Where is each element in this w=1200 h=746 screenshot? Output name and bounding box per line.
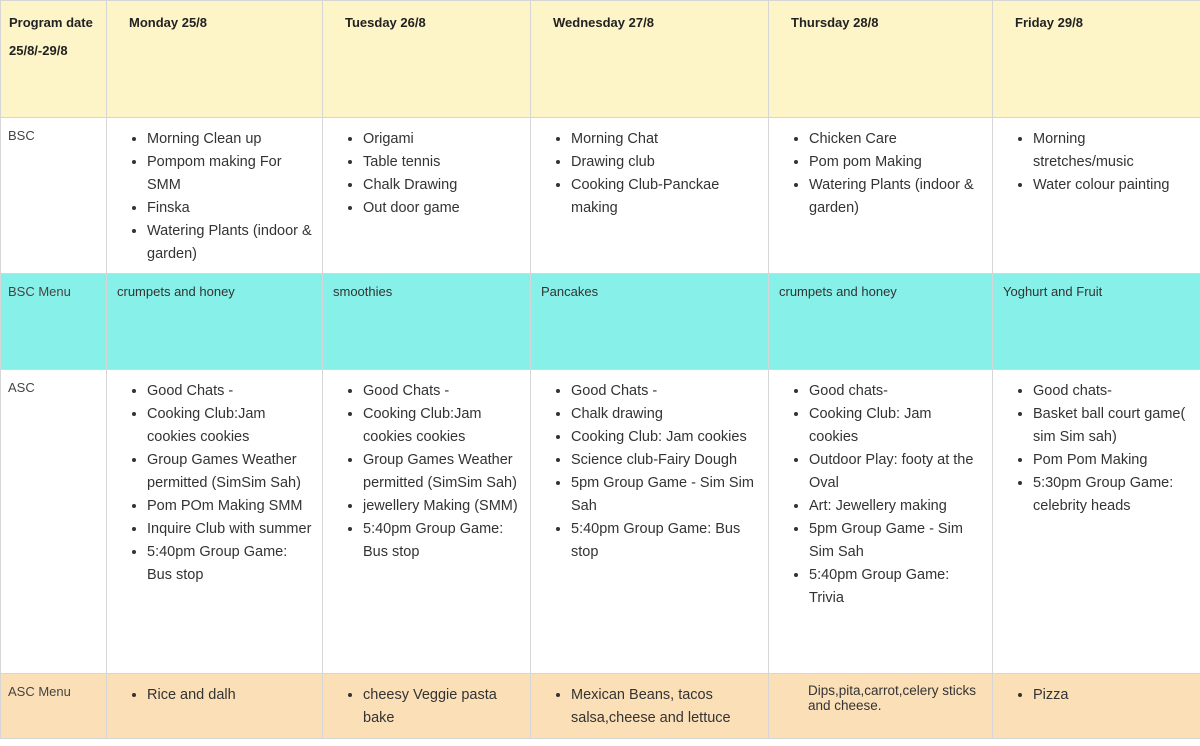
- activity-item: • Inquire Club with summer: [147, 518, 312, 541]
- activity-item: • Cooking Club-Panckae making: [571, 174, 758, 220]
- bsc-menu-monday: [107, 274, 323, 370]
- asc-menu-label-cell: [1, 674, 107, 739]
- activity-item: • Morning Chat: [571, 128, 758, 151]
- program-date-range: 25/8/-29/8: [9, 43, 68, 58]
- activity-item: • Good chats-: [1033, 380, 1190, 403]
- activity-item: • Basket ball court game( sim Sim sah): [1033, 403, 1190, 449]
- header-monday: [107, 1, 323, 118]
- activity-list: [993, 370, 1200, 518]
- activity-item: • Morning Clean up: [147, 128, 312, 151]
- asc-menu-thursday: [769, 674, 993, 739]
- activity-item: • 5pm Group Game - Sim Sim Sah: [571, 472, 758, 518]
- menu-item: • Mexican Beans, tacos salsa,cheese and lettuce: [571, 684, 758, 730]
- day-label: Friday 29/8: [1015, 15, 1083, 30]
- activity-item: • Origami: [363, 128, 520, 151]
- bsc-menu-label-cell: [1, 274, 107, 370]
- activity-list: [531, 118, 768, 220]
- asc-monday: [107, 370, 323, 674]
- activity-item: • 5:40pm Group Game: Bus stop: [571, 518, 758, 564]
- menu-item: • cheesy Veggie pasta bake: [363, 684, 520, 730]
- activity-item: • 5:40pm Group Game: Bus stop: [363, 518, 520, 564]
- activity-item: • Cooking Club: Jam cookies: [571, 426, 758, 449]
- header-friday: [993, 1, 1200, 118]
- activity-item: • Chicken Care: [809, 128, 982, 151]
- bsc-tuesday: [323, 118, 531, 274]
- activity-item: • Chalk drawing: [571, 403, 758, 426]
- header-tuesday: [323, 1, 531, 118]
- activity-item: • Chalk Drawing: [363, 174, 520, 197]
- activity-item: • Group Games Weather permitted (SimSim Sah): [363, 449, 520, 495]
- activity-list: [769, 118, 992, 220]
- activity-item: • Cooking Club:Jam cookies cookies: [363, 403, 520, 449]
- program-date-cell: [1, 1, 107, 118]
- day-label: Monday 25/8: [129, 15, 208, 30]
- asc-friday: [993, 370, 1200, 674]
- asc-label-cell: [1, 370, 107, 674]
- activity-item: • Good Chats -: [571, 380, 758, 403]
- bsc-label-cell: [1, 118, 107, 274]
- activity-item: • Table tennis: [363, 151, 520, 174]
- bsc-thursday: [769, 118, 993, 274]
- activity-item: • Out door game: [363, 197, 520, 220]
- activity-item: • Science club-Fairy Dough: [571, 449, 758, 472]
- bsc-wednesday: [531, 118, 769, 274]
- activity-item: • jewellery Making (SMM): [363, 495, 520, 518]
- activity-item: • Drawing club: [571, 151, 758, 174]
- day-label: Tuesday 26/8: [345, 15, 426, 30]
- menu-item: Dips,pita,carrot,celery sticks and cheese.: [808, 683, 977, 713]
- menu-item: Yoghurt and Fruit: [1003, 284, 1103, 299]
- menu-item: • Pizza: [1033, 684, 1190, 707]
- day-label: Wednesday 27/8: [553, 15, 654, 30]
- activity-item: • Water colour painting: [1033, 174, 1190, 197]
- bsc-row: [1, 118, 1200, 274]
- row-label: BSC Menu: [8, 284, 71, 299]
- menu-item: crumpets and honey: [117, 284, 235, 299]
- activity-list: [323, 118, 530, 220]
- activity-item: • Watering Plants (indoor & garden): [147, 220, 312, 266]
- activity-item: • 5:40pm Group Game: Trivia: [809, 564, 982, 610]
- menu-item: crumpets and honey: [779, 284, 897, 299]
- activity-list: [107, 370, 322, 587]
- activity-list: [993, 118, 1200, 197]
- activity-list: [323, 370, 530, 564]
- asc-wednesday: [531, 370, 769, 674]
- bsc-menu-friday: [993, 274, 1200, 370]
- day-label: Thursday 28/8: [791, 15, 879, 30]
- activity-list: [769, 370, 992, 610]
- activity-item: • Outdoor Play: footy at the Oval: [809, 449, 982, 495]
- header-row: [1, 1, 1200, 118]
- activity-item: • Good Chats -: [147, 380, 312, 403]
- activity-item: • Pompom making For SMM: [147, 151, 312, 197]
- asc-menu-friday: [993, 674, 1200, 739]
- activity-item: • Good chats-: [809, 380, 982, 403]
- activity-item: • Pom Pom Making: [1033, 449, 1190, 472]
- activity-item: • 5:30pm Group Game: celebrity heads: [1033, 472, 1190, 518]
- bsc-menu-tuesday: [323, 274, 531, 370]
- activity-item: • 5:40pm Group Game: Bus stop: [147, 541, 312, 587]
- activity-item: • Pom pom Making: [809, 151, 982, 174]
- activity-item: • Group Games Weather permitted (SimSim Sah): [147, 449, 312, 495]
- activity-item: • Good Chats -: [363, 380, 520, 403]
- activity-item: • 5pm Group Game - Sim Sim Sah: [809, 518, 982, 564]
- activity-list: [531, 370, 768, 564]
- activity-item: • Cooking Club: Jam cookies: [809, 403, 982, 449]
- row-label: ASC: [8, 380, 35, 395]
- asc-menu-row: [1, 674, 1200, 739]
- row-label: ASC Menu: [8, 684, 71, 699]
- asc-menu-tuesday: [323, 674, 531, 739]
- activity-item: • Watering Plants (indoor & garden): [809, 174, 982, 220]
- activity-list: [107, 118, 322, 266]
- menu-item: smoothies: [333, 284, 393, 299]
- asc-menu-monday: [107, 674, 323, 739]
- activity-item: • Cooking Club:Jam cookies cookies: [147, 403, 312, 449]
- bsc-menu-thursday: [769, 274, 993, 370]
- header-thursday: [769, 1, 993, 118]
- asc-thursday: [769, 370, 993, 674]
- bsc-menu-wednesday: [531, 274, 769, 370]
- bsc-monday: [107, 118, 323, 274]
- header-wednesday: [531, 1, 769, 118]
- activity-item: • Finska: [147, 197, 312, 220]
- program-date-label: Program date: [9, 15, 93, 30]
- asc-tuesday: [323, 370, 531, 674]
- menu-item: Pancakes: [541, 284, 599, 299]
- asc-row: [1, 370, 1200, 674]
- bsc-menu-row: [1, 274, 1200, 370]
- row-label: BSC: [8, 128, 35, 143]
- activity-item: • Morning stretches/music: [1033, 128, 1190, 174]
- activity-item: • Pom POm Making SMM: [147, 495, 312, 518]
- menu-item: • Rice and dalh: [147, 684, 312, 707]
- asc-menu-wednesday: [531, 674, 769, 739]
- activity-item: • Art: Jewellery making: [809, 495, 982, 518]
- bsc-friday: [993, 118, 1200, 274]
